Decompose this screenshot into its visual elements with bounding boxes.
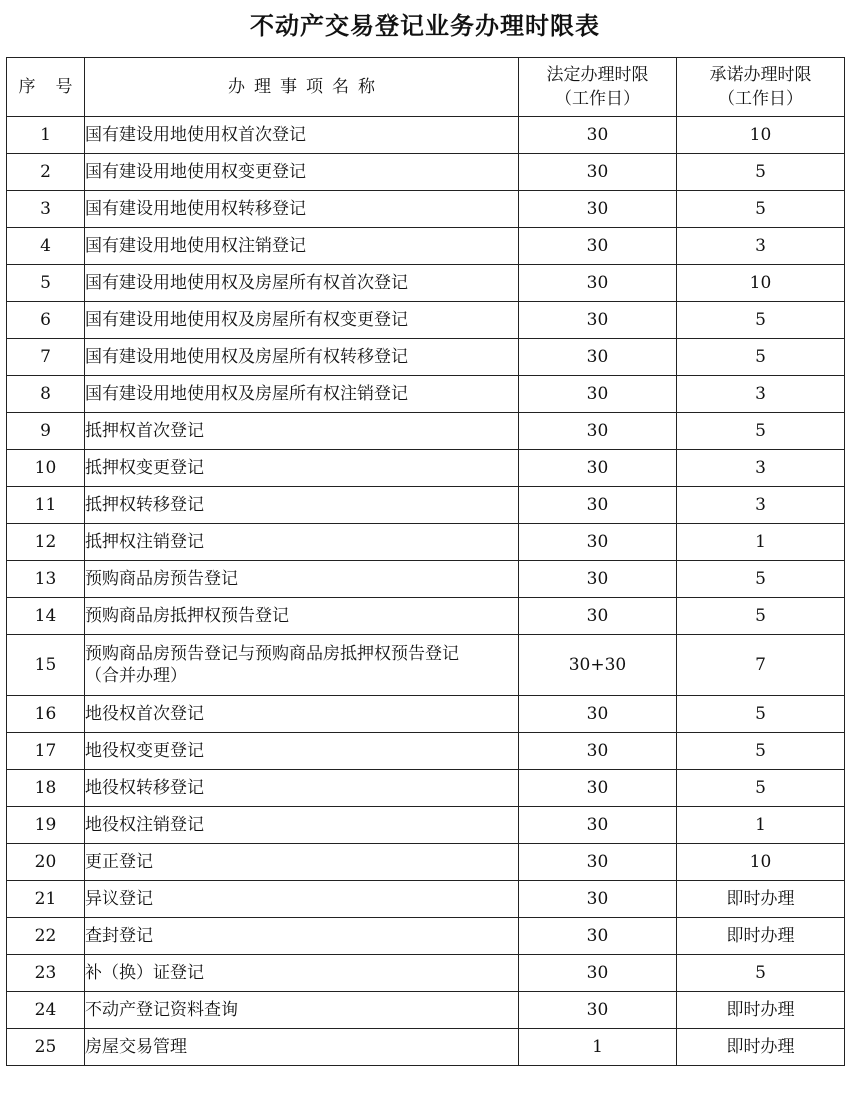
table-row (7, 154, 845, 191)
row-item-name: 地役权变更登记 (85, 733, 519, 770)
row-seq: 16 (7, 696, 85, 733)
row-seq: 14 (7, 598, 85, 635)
row-legal-days: 30 (519, 117, 677, 154)
row-item-name: 更正登记 (85, 844, 519, 881)
row-item-name: 异议登记 (85, 881, 519, 918)
row-item-name: 国有建设用地使用权及房屋所有权转移登记 (85, 339, 519, 376)
row-promised-days: 7 (677, 635, 845, 696)
row-legal-days: 30 (519, 339, 677, 376)
row-seq: 18 (7, 770, 85, 807)
header-legal-time-limit: 法定办理时限 （工作日） (519, 58, 677, 117)
row-promised-days: 10 (677, 844, 845, 881)
row-legal-days: 30 (519, 524, 677, 561)
row-legal-days: 30 (519, 955, 677, 992)
table-header-row (7, 58, 845, 117)
row-promised-days: 10 (677, 117, 845, 154)
row-item-name: 抵押权转移登记 (85, 487, 519, 524)
table-row (7, 450, 845, 487)
row-item-name: 预购商品房预告登记 (85, 561, 519, 598)
table-row (7, 413, 845, 450)
row-item-name: 国有建设用地使用权首次登记 (85, 117, 519, 154)
row-promised-days: 即时办理 (677, 1029, 845, 1066)
row-item-name: 房屋交易管理 (85, 1029, 519, 1066)
table-row (7, 1029, 845, 1066)
table-row (7, 598, 845, 635)
table-row (7, 844, 845, 881)
row-legal-days: 30 (519, 487, 677, 524)
row-legal-days: 30 (519, 154, 677, 191)
row-legal-days: 30 (519, 376, 677, 413)
row-seq: 6 (7, 302, 85, 339)
row-item-name: 查封登记 (85, 918, 519, 955)
table-row (7, 918, 845, 955)
row-promised-days: 即时办理 (677, 918, 845, 955)
row-promised-days: 5 (677, 191, 845, 228)
row-legal-days: 30+30 (519, 635, 677, 696)
header-seq: 序号 (7, 58, 85, 117)
row-promised-days: 1 (677, 807, 845, 844)
row-promised-days: 5 (677, 955, 845, 992)
row-promised-days: 3 (677, 228, 845, 265)
row-seq: 9 (7, 413, 85, 450)
row-legal-days: 30 (519, 770, 677, 807)
row-promised-days: 5 (677, 302, 845, 339)
table-row (7, 807, 845, 844)
row-promised-days: 即时办理 (677, 881, 845, 918)
table-row (7, 955, 845, 992)
row-promised-days: 5 (677, 154, 845, 191)
row-seq: 11 (7, 487, 85, 524)
time-limit-table (6, 57, 845, 1066)
row-promised-days: 10 (677, 265, 845, 302)
row-seq: 24 (7, 992, 85, 1029)
row-item-name: 补（换）证登记 (85, 955, 519, 992)
row-seq: 4 (7, 228, 85, 265)
row-seq: 20 (7, 844, 85, 881)
row-item-name-line1: 预购商品房预告登记与预购商品房抵押权预告登记 (85, 644, 459, 664)
row-promised-days: 5 (677, 598, 845, 635)
row-promised-days: 3 (677, 376, 845, 413)
row-promised-days: 5 (677, 413, 845, 450)
row-seq: 17 (7, 733, 85, 770)
table-row (7, 117, 845, 154)
table-row (7, 881, 845, 918)
row-item-name: 抵押权注销登记 (85, 524, 519, 561)
row-item-name (85, 635, 519, 696)
table-row (7, 302, 845, 339)
row-seq: 5 (7, 265, 85, 302)
table-row (7, 487, 845, 524)
row-legal-days: 30 (519, 302, 677, 339)
row-item-name: 国有建设用地使用权注销登记 (85, 228, 519, 265)
row-item-name: 国有建设用地使用权及房屋所有权变更登记 (85, 302, 519, 339)
row-seq: 10 (7, 450, 85, 487)
row-seq: 2 (7, 154, 85, 191)
row-seq: 12 (7, 524, 85, 561)
row-legal-days: 1 (519, 1029, 677, 1066)
row-legal-days: 30 (519, 844, 677, 881)
row-seq: 22 (7, 918, 85, 955)
row-legal-days: 30 (519, 561, 677, 598)
row-item-name: 地役权注销登记 (85, 807, 519, 844)
table-row (7, 770, 845, 807)
row-promised-days: 即时办理 (677, 992, 845, 1029)
row-item-name: 地役权转移登记 (85, 770, 519, 807)
header-item-name: 办理事项名称 (85, 58, 519, 117)
row-seq: 15 (7, 635, 85, 696)
table-row (7, 265, 845, 302)
row-item-name: 国有建设用地使用权及房屋所有权注销登记 (85, 376, 519, 413)
row-promised-days: 5 (677, 770, 845, 807)
row-item-name: 抵押权首次登记 (85, 413, 519, 450)
header-promised-time-limit: 承诺办理时限 （工作日） (677, 58, 845, 117)
table-row (7, 733, 845, 770)
row-legal-days: 30 (519, 191, 677, 228)
table-row (7, 191, 845, 228)
table-row (7, 992, 845, 1029)
row-legal-days: 30 (519, 918, 677, 955)
row-legal-days: 30 (519, 807, 677, 844)
row-seq: 7 (7, 339, 85, 376)
table-row (7, 561, 845, 598)
row-item-name-line2: （合并办理） (85, 666, 187, 686)
table-row (7, 696, 845, 733)
row-seq: 13 (7, 561, 85, 598)
row-seq: 1 (7, 117, 85, 154)
row-promised-days: 5 (677, 696, 845, 733)
row-seq: 25 (7, 1029, 85, 1066)
row-promised-days: 3 (677, 450, 845, 487)
row-legal-days: 30 (519, 265, 677, 302)
row-item-name: 地役权首次登记 (85, 696, 519, 733)
page-title: 不动产交易登记业务办理时限表 (250, 11, 600, 40)
table-row (7, 635, 845, 696)
row-seq: 23 (7, 955, 85, 992)
row-promised-days: 5 (677, 561, 845, 598)
row-legal-days: 30 (519, 992, 677, 1029)
row-legal-days: 30 (519, 733, 677, 770)
row-item-name: 国有建设用地使用权及房屋所有权首次登记 (85, 265, 519, 302)
row-item-name: 抵押权变更登记 (85, 450, 519, 487)
table-row (7, 228, 845, 265)
row-seq: 8 (7, 376, 85, 413)
row-legal-days: 30 (519, 228, 677, 265)
row-seq: 19 (7, 807, 85, 844)
row-item-name: 不动产登记资料查询 (85, 992, 519, 1029)
row-seq: 3 (7, 191, 85, 228)
row-legal-days: 30 (519, 696, 677, 733)
row-promised-days: 5 (677, 733, 845, 770)
row-promised-days: 3 (677, 487, 845, 524)
row-promised-days: 1 (677, 524, 845, 561)
row-item-name: 预购商品房抵押权预告登记 (85, 598, 519, 635)
row-item-name: 国有建设用地使用权转移登记 (85, 191, 519, 228)
row-legal-days: 30 (519, 598, 677, 635)
row-item-name: 国有建设用地使用权变更登记 (85, 154, 519, 191)
row-legal-days: 30 (519, 413, 677, 450)
table-row (7, 524, 845, 561)
row-seq: 21 (7, 881, 85, 918)
row-legal-days: 30 (519, 881, 677, 918)
table-row (7, 376, 845, 413)
row-promised-days: 5 (677, 339, 845, 376)
row-legal-days: 30 (519, 450, 677, 487)
table-row (7, 339, 845, 376)
